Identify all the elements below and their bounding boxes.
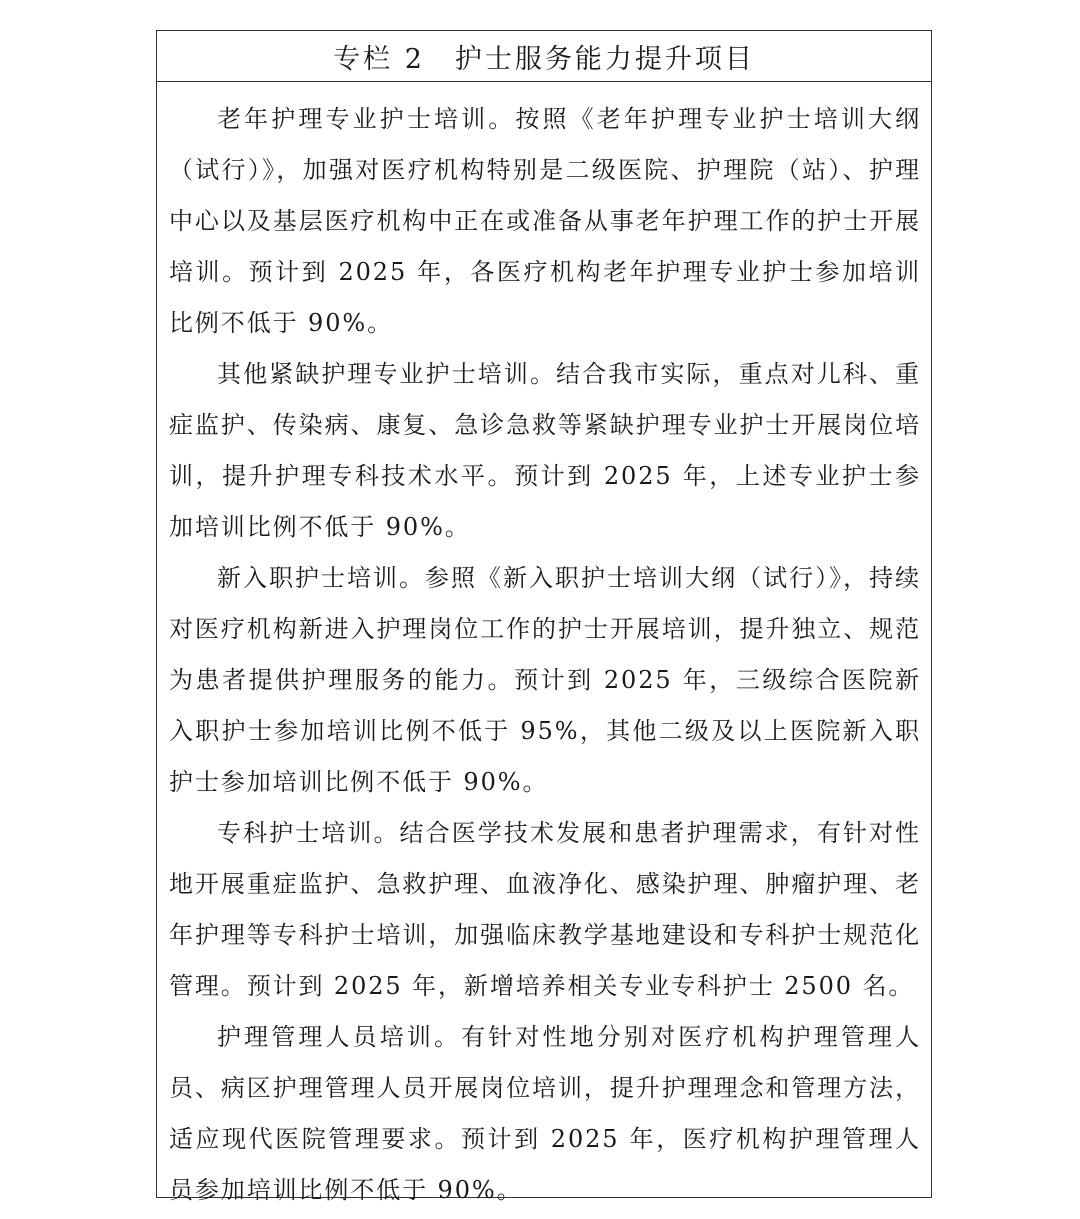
paragraph-specialist-nurse-training: 专科护士培训。结合医学技术发展和患者护理需求，有针对性地开展重症监护、急救护理、血液净化、感染护理、肿瘤护理、老年护理等专科护士培训，加强临床教学基地建设和专科护士规范化管理。预计到 2025 年，新增培养相关专业专科护士 2500 名。 bbox=[169, 819, 921, 1000]
column-body bbox=[157, 82, 931, 1216]
paragraph-new-nurse-training: 新入职护士培训。参照《新入职护士培训大纲（试行）》，持续对医疗机构新进入护理岗位工作的护士开展培训，提升独立、规范为患者提供护理服务的能力。预计到 2025 年，三级综合医院新入职护士参加培训比例不低于 95%，其他二级及以上医院新入职护士参加培训比例不低于 90%。 bbox=[169, 564, 921, 796]
paragraph-management-training: 护理管理人员培训。有针对性地分别对医疗机构护理管理人员、病区护理管理人员开展岗位培训，提升护理理念和管理方法，适应现代医院管理要求。预计到 2025 年，医疗机构护理管理人员参加培训比例不低于 90%。 bbox=[169, 1023, 921, 1204]
paragraph-elderly-care-training: 老年护理专业护士培训。按照《老年护理专业护士培训大纲（试行）》，加强对医疗机构特别是二级医院、护理院（站）、护理中心以及基层医疗机构中正在或准备从事老年护理工作的护士开展培训。预计到 2025 年，各医疗机构老年护理专业护士参加培训比例不低于 90%。 bbox=[169, 105, 921, 337]
column-box bbox=[156, 30, 932, 1204]
paragraph-shortage-specialty-training: 其他紧缺护理专业护士培训。结合我市实际，重点对儿科、重症监护、传染病、康复、急诊急救等紧缺护理专业护士开展岗位培训，提升护理专科技术水平。预计到 2025 年，上述专业护士参加培训比例不低于 90%。 bbox=[169, 360, 921, 541]
column-title: 专栏 2 护士服务能力提升项目 bbox=[157, 31, 931, 82]
